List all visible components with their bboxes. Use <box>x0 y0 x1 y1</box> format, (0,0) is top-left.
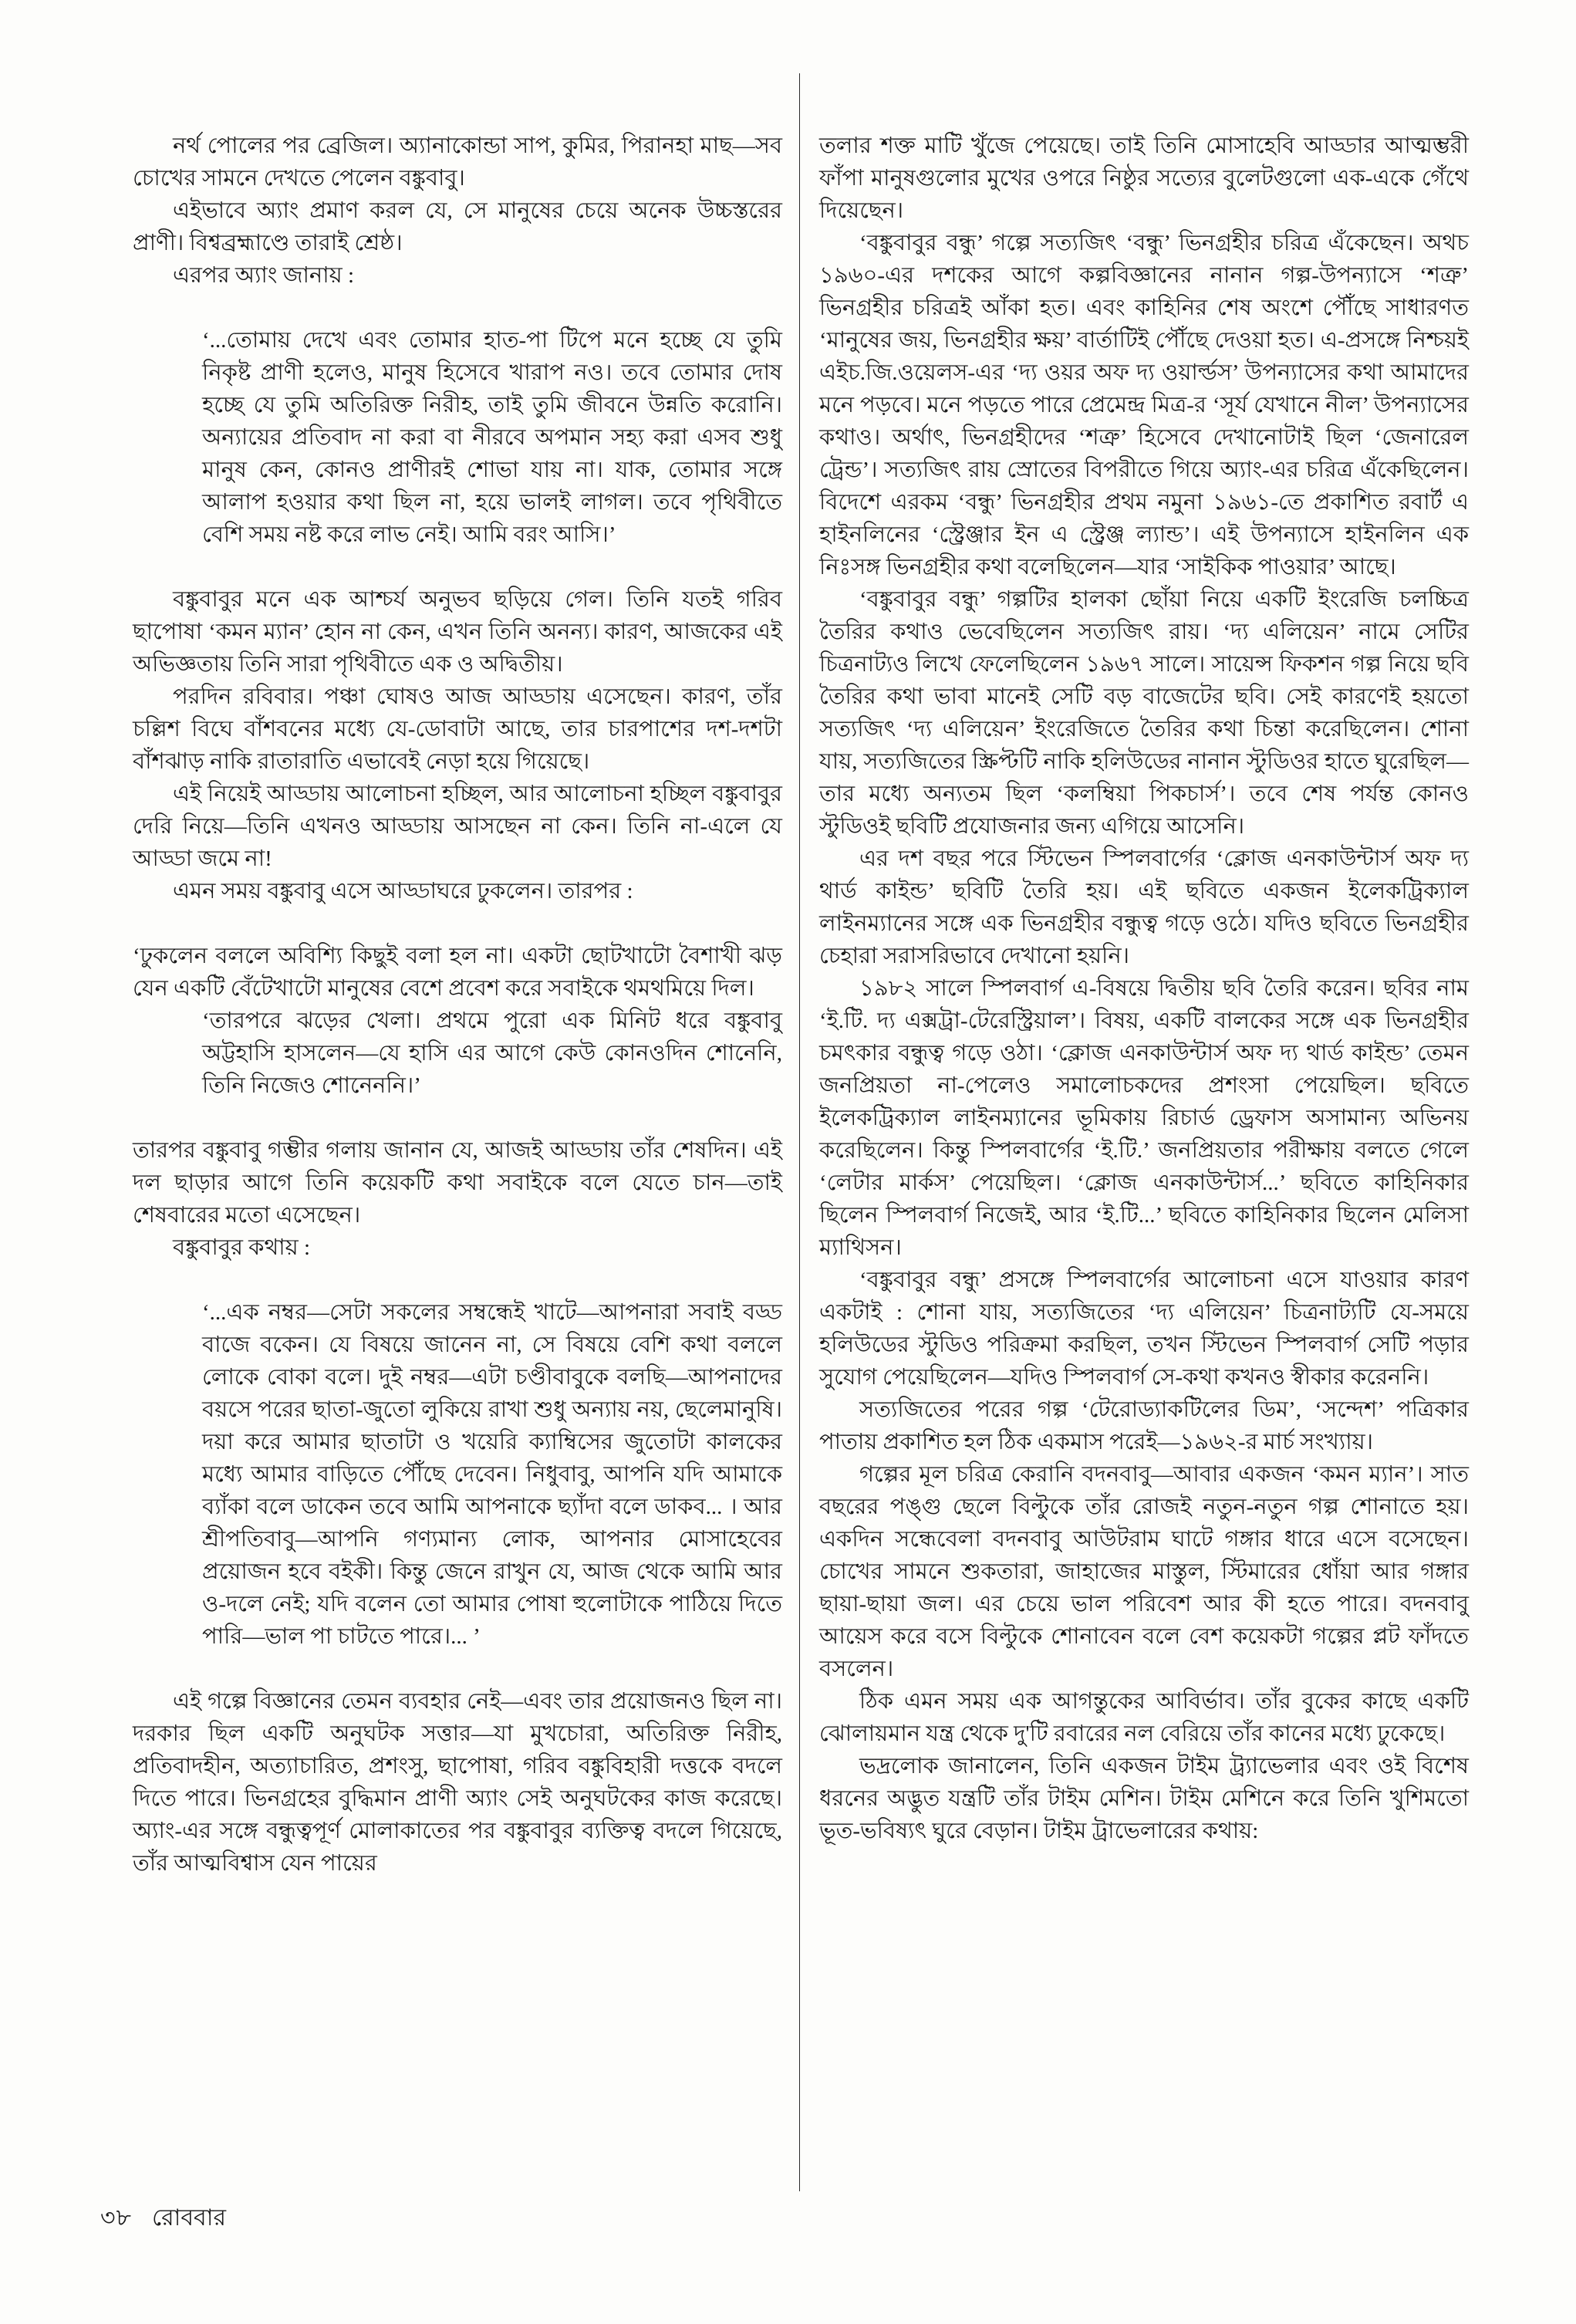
page-number: ৩৮ <box>100 2205 132 2231</box>
paragraph: এমন সময় বঙ্কুবাবু এসে আড্ডাঘরে ঢুকলেন। তারপর : <box>173 879 633 904</box>
paragraph: ১৯৮২ সালে স্পিলবার্গ এ-বিষয়ে দ্বিতীয় ছবি তৈরি করেন। ছবির নাম ‘ই.টি. দ্য এক্সট্রা-টেরেস্ট্রিয়াল’। বিষয়, একটি বালকের সঙ্গে এক ভিনগ্রহীর চমৎকার বন্ধুত্ব গড়ে ওঠা। ‘ক্লোজ এনকাউন্টার্স অফ দ্য থার্ড কাইন্ড’ তেমন জনপ্রিয়তা না-পেলেও সমালোচকদের প্রশংসা পেয়েছিল। ছবিতে ইলেকট্রিক্যাল লাইনম্যানের ভূমিকায় রিচার্ড ড্রেফাস অসামান্য অভিনয় করেছিলেন। কিন্তু স্পিলবার্গের ‘ই.টি.’ জনপ্রিয়তার পরীক্ষায় বলতে গেলে ‘লেটার মার্কস’ পেয়েছিল। ‘ক্লোজ এনকাউন্টার্স...’ ছবিতে কাহিনিকার ছিলেন স্পিলবার্গ নিজেই, আর ‘ই.টি...’ ছবিতে কাহিনিকার ছিলেন মেলিসা ম্যাথিসন। <box>819 976 1469 1260</box>
paragraph: পরদিন রবিবার। পঞ্চা ঘোষও আজ আড্ডায় এসেছেন। কারণ, তাঁর চল্লিশ বিঘে বাঁশবনের মধ্যে যে-ডোবাটা আছে, তার চারপাশের দশ-দশটা বাঁশঝাড় নাকি রাতারাতি এভাবেই নেড়া হয়ে গিয়েছে। <box>133 684 782 774</box>
block-quote: ‘তারপরে ঝড়ের খেলা। প্রথমে পুরো এক মিনিট ধরে বঙ্কুবাবু অট্টহাসি হাসলেন—যে হাসি এর আগে কেউ কোনওদিন শোনেনি, তিনি নিজেও শোনেননি।’ <box>202 1008 782 1098</box>
paragraph: গল্পের মূল চরিত্র কেরানি বদনবাবু—আবার একজন ‘কমন ম্যান’। সাত বছরের পঙ্গু ছেলে বিল্টুকে তাঁর রোজই নতুন-নতুন গল্প শোনাতে হয়। একদিন সন্ধেবেলা বদনবাবু আউটরাম ঘাটে গঙ্গার ধারে এসে বসেছেন। চোখের সামনে শুকতারা, জাহাজের মাস্তুল, স্টিমারের ধোঁয়া আর গঙ্গার ছায়া-ছায়া জল। এর চেয়ে ভাল পরিবেশ আর কী হতে পারে। বদনবাবু আয়েস করে বসে বিল্টুকে শোনাবেন বলে বেশ কয়েকটা গল্পের প্লট ফাঁদতে বসলেন। <box>819 1462 1469 1681</box>
magazine-name: রোববার <box>151 2205 226 2231</box>
right-column <box>819 130 1469 1847</box>
paragraph: ভদ্রলোক জানালেন, তিনি একজন টাইম ট্র্যাভেলার এবং ওই বিশেষ ধরনের অদ্ভুত যন্ত্রটি তাঁর টাইম মেশিন। টাইম মেশিনে করে তিনি খুশিমতো ভূত-ভবিষ্যৎ ঘুরে বেড়ান। টাইম ট্রাভেলারের কথায়: <box>819 1754 1469 1843</box>
paragraph: ‘বঙ্কুবাবুর বন্ধু’ গল্পটির হালকা ছোঁয়া নিয়ে একটি ইংরেজি চলচ্চিত্র তৈরির কথাও ভেবেছিলেন সত্যজিৎ রায়। ‘দ্য এলিয়েন’ নামে সেটির চিত্রনাট্যও লিখে ফেলেছিলেন ১৯৬৭ সালে। সায়েন্স ফিকশন গল্প নিয়ে ছবি তৈরির কথা ভাবা মানেই সেটি বড় বাজেটের ছবি। সেই কারণেই হয়তো সত্যজিৎ ‘দ্য এলিয়েন’ ইংরেজিতে তৈরির কথা চিন্তা করেছিলেন। শোনা যায়, সত্যজিতের স্ক্রিপ্টটি নাকি হলিউডের নানান স্টুডিওর হাতে ঘুরেছিল—তার মধ্যে অন্যতম ছিল ‘কলম্বিয়া পিকচার্স’। তবে শেষ পর্যন্ত কোনও স্টুডিওই ছবিটি প্রযোজনার জন্য এগিয়ে আসেনি। <box>819 587 1469 839</box>
left-column <box>133 130 782 1880</box>
paragraph: এই গল্পে বিজ্ঞানের তেমন ব্যবহার নেই—এবং তার প্রয়োজনও ছিল না। দরকার ছিল একটি অনুঘটক সত্তার—যা মুখচোরা, অতিরিক্ত নিরীহ, প্রতিবাদহীন, অত্যাচারিত, প্রশংসু, ছাপোষা, গরিব বঙ্কুবিহারী দত্তকে বদলে দিতে পারে। ভিনগ্রহের বুদ্ধিমান প্রাণী অ্যাং সেই অনুঘটকের কাজ করেছে। অ্যাং-এর সঙ্গে বন্ধুত্বপূর্ণ মোলাকাতের পর বঙ্কুবাবুর ব্যক্তিত্ব বদলে গিয়েছে, তাঁর আত্মবিশ্বাস যেন পায়ের <box>133 1689 782 1876</box>
paragraph: ঠিক এমন সময় এক আগন্তুকের আবির্ভাব। তাঁর বুকের কাছে একটি ঝোলায়মান যন্ত্র থেকে দু'টি রবারের নল বেরিয়ে তাঁর কানের মধ্যে ঢুকেছে। <box>819 1689 1469 1746</box>
paragraph: বঙ্কুবাবুর মনে এক আশ্চর্য অনুভব ছড়িয়ে গেল। তিনি যতই গরিব ছাপোষা ‘কমন ম্যান’ হোন না কেন, এখন তিনি অনন্য। কারণ, আজকের এই অভিজ্ঞতায় তিনি সারা পৃথিবীতে এক ও অদ্বিতীয়। <box>133 587 782 677</box>
paragraph: বঙ্কুবাবুর কথায় : <box>173 1235 311 1260</box>
page-footer <box>100 2204 226 2233</box>
paragraph: নর্থ পোলের পর ব্রেজিল। অ্যানাকোন্ডা সাপ, কুমির, পিরানহা মাছ—সব চোখের সামনে দেখতে পেলেন বঙ্কুবাবু। <box>133 133 782 191</box>
paragraph: ‘বঙ্কুবাবুর বন্ধু’ প্রসঙ্গে স্পিলবার্গের আলোচনা এসে যাওয়ার কারণ একটাই : শোনা যায়, সত্যজিতের ‘দ্য এলিয়েন’ চিত্রনাট্যটি যে-সময়ে হলিউডের স্টুডিও পরিক্রমা করছিল, তখন স্টিভেন স্পিলবার্গ সেটি পড়ার সুযোগ পেয়েছিলেন—যদিও স্পিলবার্গ সে-কথা কখনও স্বীকার করেননি। <box>819 1268 1469 1390</box>
paragraph: এরপর অ্যাং জানায় : <box>173 263 355 288</box>
paragraph: এই নিয়েই আড্ডায় আলোচনা হচ্ছিল, আর আলোচনা হচ্ছিল বঙ্কুবাবুর দেরি নিয়ে—তিনি এখনও আড্ডায় আসছেন না কেন। তিনি না-এলে যে আড্ডা জমে না! <box>133 782 782 871</box>
paragraph: তলার শক্ত মাটি খুঁজে পেয়েছে। তাই তিনি মোসাহেবি আড্ডার আত্মম্ভরী ফাঁপা মানুষগুলোর মুখের ওপরে নিষ্ঠুর সত্যের বুলেটগুলো এক-একে গেঁথে দিয়েছেন। <box>819 133 1469 223</box>
paragraph: সত্যজিতের পরের গল্প ‘টেরোড্যাকটিলের ডিম’, ‘সন্দেশ’ পত্রিকার পাতায় প্রকাশিত হল ঠিক একমাস পরেই—১৯৬২-র মার্চ সংখ্যায়। <box>819 1397 1469 1454</box>
paragraph: এর দশ বছর পরে স্টিভেন স্পিলবার্গের ‘ক্লোজ এনকাউন্টার্স অফ দ্য থার্ড কাইন্ড’ ছবিটি তৈরি হয়। এই ছবিতে একজন ইলেকট্রিক্যাল লাইনম্যানের সঙ্গে এক ভিনগ্রহীর বন্ধুত্ব গড়ে ওঠে। যদিও ছবিতে ভিনগ্রহীর চেহারা সরাসরিভাবে দেখানো হয়নি। <box>819 846 1469 968</box>
paragraph: এইভাবে অ্যাং প্রমাণ করল যে, সে মানুষের চেয়ে অনেক উচ্চস্তরের প্রাণী। বিশ্বব্রহ্মাণ্ডে তারাই শ্রেষ্ঠ। <box>133 198 782 255</box>
paragraph: ‘বঙ্কুবাবুর বন্ধু’ গল্পে সত্যজিৎ ‘বন্ধু’ ভিনগ্রহীর চরিত্র এঁকেছেন। অথচ ১৯৬০-এর দশকের আগে কল্পবিজ্ঞানের নানান গল্প-উপন্যাসে ‘শত্রু’ ভিনগ্রহীর চরিত্রই আঁকা হত। এবং কাহিনির শেষ অংশে পৌঁছে সাধারণত ‘মানুষের জয়, ভিনগ্রহীর ক্ষয়’ বার্তাটিই পৌঁছে দেওয়া হত। এ-প্রসঙ্গে নিশ্চয়ই এইচ.জি.ওয়েলস-এর ‘দ্য ওয়র অফ দ্য ওয়ার্ল্ডস’ উপন্যাসের কথা আমাদের মনে পড়বে। মনে পড়তে পারে প্রেমেন্দ্র মিত্র-র ‘সূর্য যেখানে নীল’ উপন্যাসের কথাও। অর্থাৎ, ভিনগ্রহীদের ‘শত্রু’ হিসেবে দেখানোটাই ছিল ‘জেনারেল ট্রেন্ড’। সত্যজিৎ রায় স্রোতের বিপরীতে গিয়ে অ্যাং-এর চরিত্র এঁকেছিলেন। বিদেশে এরকম ‘বন্ধু’ ভিনগ্রহীর প্রথম নমুনা ১৯৬১-তে প্রকাশিত রবার্ট এ হাইনলিনের ‘স্ট্রেঞ্জার ইন এ স্ট্রেঞ্জ ল্যান্ড’। এই উপন্যাসে হাইনলিন এক নিঃসঙ্গ ভিনগ্রহীর কথা বলেছিলেন—যার ‘সাইকিক পাওয়ার’ আছে। <box>819 231 1469 579</box>
column-divider-rule <box>799 73 800 2191</box>
block-quote: ‘...তোমায় দেখে এবং তোমার হাত-পা টিপে মনে হচ্ছে যে তুমি নিকৃষ্ট প্রাণী হলেও, মানুষ হিসেবে খারাপ নও। তবে তোমার দোষ হচ্ছে যে তুমি অতিরিক্ত নিরীহ, তাই তুমি জীবনে উন্নতি করোনি। অন্যায়ের প্রতিবাদ না করা বা নীরবে অপমান সহ্য করা এসব শুধু মানুষ কেন, কোনও প্রাণীরই শোভা যায় না। যাক, তোমার সঙ্গে আলাপ হওয়ার কথা ছিল না, হয়ে ভালই লাগল। তবে পৃথিবীতে বেশি সময় নষ্ট করে লাভ নেই। আমি বরং আসি।’ <box>202 328 782 547</box>
paragraph: ‘ঢুকলেন বললে অবিশ্যি কিছুই বলা হল না। একটা ছোটখাটো বৈশাখী ঝড় যেন একটি বেঁটেখাটো মানুষের বেশে প্রবেশ করে সবাইকে থমথমিয়ে দিল। <box>133 944 782 1001</box>
block-quote: ‘...এক নম্বর—সেটা সকলের সম্বন্ধেই খাটে—আপনারা সবাই বড্ড বাজে বকেন। যে বিষয়ে জানেন না, সে বিষয়ে বেশি কথা বললে লোকে বোকা বলে। দুই নম্বর—এটা চণ্ডীবাবুকে বলছি—আপনাদের বয়সে পরের ছাতা-জুতো লুকিয়ে রাখা শুধু অন্যায় নয়, ছেলেমানুষি। দয়া করে আমার ছাতাটা ও খয়েরি ক্যাম্বিসের জুতোটা কালকের মধ্যে আমার বাড়িতে পৌঁছে দেবেন। নিধুবাবু, আপনি যদি আমাকে ব্যাঁকা বলে ডাকেন তবে আমি আপনাকে ছ্যাঁদা বলে ডাকব... । আর শ্রীপতিবাবু—আপনি গণ্যমান্য লোক, আপনার মোসাহেবের প্রয়োজন হবে বইকী। কিন্তু জেনে রাখুন যে, আজ থেকে আমি আর ও-দলে নেই; যদি বলেন তো আমার পোষা হুলোটাকে পাঠিয়ে দিতে পারি—ভাল পা চাটতে পারে।... ’ <box>202 1300 782 1649</box>
paragraph: তারপর বঙ্কুবাবু গম্ভীর গলায় জানান যে, আজই আড্ডায় তাঁর শেষদিন। এই দল ছাড়ার আগে তিনি কয়েকটি কথা সবাইকে বলে যেতে চান—তাই শেষবারের মতো এসেছেন। <box>133 1138 782 1228</box>
